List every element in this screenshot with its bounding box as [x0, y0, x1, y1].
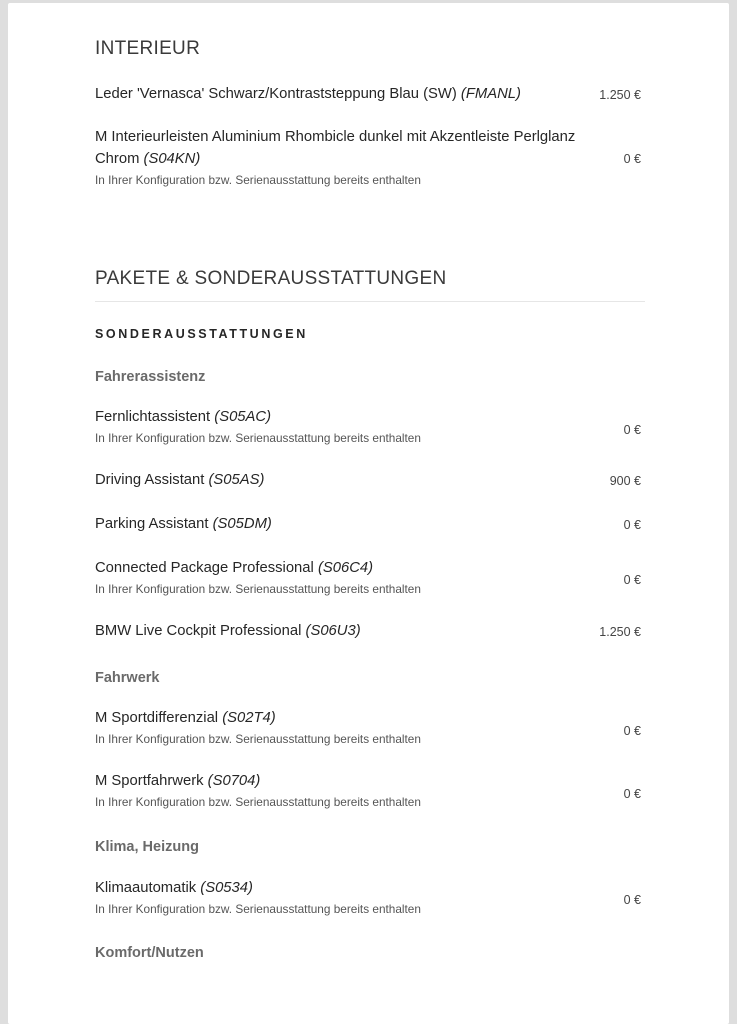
option-name: Fernlichtassistent: [95, 409, 211, 425]
group-title-fahrwerk: Fahrwerk: [95, 670, 160, 686]
section-title-interieur: INTERIEUR: [95, 38, 201, 59]
option-item: [95, 707, 641, 746]
group-title-fahrerassistenz: Fahrerassistenz: [95, 369, 206, 385]
option-name: Parking Assistant: [95, 516, 209, 532]
option-code: (S06U3): [305, 623, 361, 639]
option-price: 1.250 €: [599, 88, 641, 102]
option-note: In Ihrer Konfiguration bzw. Serienausstattung bereits enthalten: [95, 582, 421, 596]
option-price: 1.250 €: [599, 625, 641, 639]
option-price: 0 €: [623, 518, 641, 532]
option-item: [95, 83, 641, 105]
option-item: [95, 877, 641, 916]
option-item: [95, 557, 641, 596]
section-divider: [95, 301, 645, 302]
option-name: Connected Package Professional: [95, 560, 314, 576]
option-code: (S02T4): [222, 710, 276, 726]
option-note: In Ihrer Konfiguration bzw. Serienausstattung bereits enthalten: [95, 902, 421, 916]
option-code: (FMANL): [460, 86, 521, 102]
option-code: (S05AC): [214, 409, 272, 425]
option-code: (S05AS): [208, 472, 265, 488]
option-price: 0 €: [623, 893, 641, 907]
option-name: M Sportfahrwerk: [95, 773, 204, 789]
option-note: In Ihrer Konfiguration bzw. Serienausstattung bereits enthalten: [95, 431, 421, 445]
option-item: [95, 126, 641, 187]
option-name: Driving Assistant: [95, 472, 205, 488]
option-item: [95, 469, 641, 491]
option-note: In Ihrer Konfiguration bzw. Serienausstattung bereits enthalten: [95, 173, 421, 187]
option-price: 0 €: [623, 724, 641, 738]
group-title-klima-heizung: Klima, Heizung: [95, 839, 199, 855]
option-item: [95, 620, 641, 642]
option-code: (S04KN): [143, 151, 201, 167]
subheading-sonderausstattungen: SONDERAUSSTATTUNGEN: [95, 327, 308, 341]
option-code: (S0704): [207, 773, 261, 789]
option-price: 0 €: [623, 152, 641, 166]
option-name: M Sportdifferenzial: [95, 710, 219, 726]
option-code: (S0534): [200, 880, 253, 896]
option-note: In Ihrer Konfiguration bzw. Serienausstattung bereits enthalten: [95, 795, 421, 809]
option-price: 0 €: [623, 573, 641, 587]
option-name: Leder 'Vernasca' Schwarz/Kontraststeppung Blau (SW): [95, 86, 457, 102]
option-price: 900 €: [609, 474, 641, 488]
group-title-komfort-nutzen: Komfort/Nutzen: [95, 945, 204, 961]
option-name: Klimaautomatik: [95, 880, 197, 896]
option-item: [95, 406, 641, 445]
option-name: M Interieurleisten Aluminium Rhombicle dunkel mit Akzentleiste Perlglanz Chrom: [95, 129, 576, 167]
section-title-pakete: PAKETE & SONDERAUSSTATTUNGEN: [95, 268, 447, 289]
option-code: (S05DM): [212, 516, 272, 532]
option-item: [95, 770, 641, 809]
option-price: 0 €: [623, 787, 641, 801]
option-item: [95, 513, 641, 535]
option-code: (S06C4): [317, 560, 374, 576]
configuration-summary-page: [8, 3, 729, 1024]
option-name: BMW Live Cockpit Professional: [95, 623, 302, 639]
option-price: 0 €: [623, 423, 641, 437]
option-note: In Ihrer Konfiguration bzw. Serienausstattung bereits enthalten: [95, 732, 421, 746]
